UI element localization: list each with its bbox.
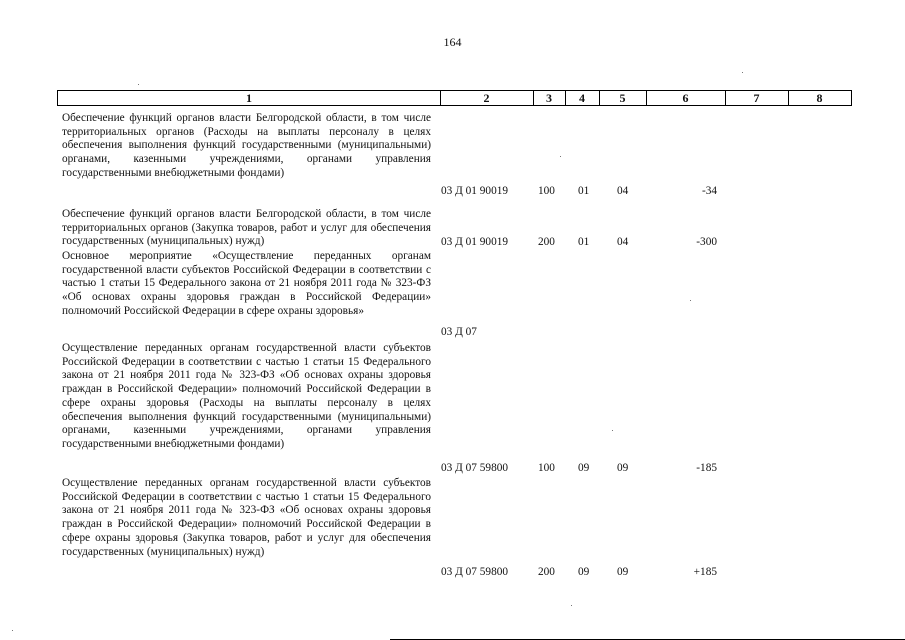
row-1-code: 03 Д 01 90019 xyxy=(441,185,509,197)
header-col-3: 3 xyxy=(546,91,552,105)
row-1-sum: -34 xyxy=(701,185,717,197)
row-1-vr: 100 xyxy=(538,185,555,197)
header-col-4: 4 xyxy=(579,91,585,105)
row-1-description: Обеспечение функций органов власти Белгородской области, в том числе территориальных органов (Расходы на выплаты персоналу в целях обеспечения выполнения функций государственными (муниципальными) органами, казенными учреждениями, органами управления государственными внебюджетными фондами) xyxy=(62,112,431,179)
row-5-pr: 09 xyxy=(617,566,629,578)
row-2-description: Обеспечение функций органов власти Белгородской области, в том числе территориальных органов (Закупка товаров, работ и услуг для обеспечения государственных (муниципальных) нужд) xyxy=(62,208,431,248)
row-1-pr: 04 xyxy=(617,185,629,197)
header-col-7: 7 xyxy=(753,91,760,105)
row-4-description: Осуществление переданных органам государственной власти субъектов Российской Федерации в соответствии с частью 1 статьи 15 Федерального закона от 21 ноября 2011 года № 323-ФЗ «Об основах охраны здоровья граждан в Российской Федерации» полномочий Российской Федерации в сфере охраны здоровья (Расходы на выплаты персоналу в целях обеспечения выполнения функций государственными (муниципальными) органами, казенными учреждениями, органами управления государственными внебюджетными фондами) xyxy=(62,342,431,450)
scan-speck xyxy=(690,300,691,301)
header-col-2: 2 xyxy=(483,91,490,105)
scan-speck xyxy=(742,72,743,73)
page-number: 164 xyxy=(443,35,462,49)
row-5-vr: 200 xyxy=(538,566,555,578)
header-col-6: 6 xyxy=(682,91,689,105)
row-4-pr: 09 xyxy=(617,462,629,474)
scan-speck xyxy=(12,630,13,631)
row-3-description: Основное мероприятие «Осуществление переданных органам государственной власти субъектов Российской Федерации в соответствии с частью 1 статьи 15 Федерального закона от 21 ноября 2011 года № 323-ФЗ «Об основах охраны здоровья граждан в Российской Федерации» полномочий Российской Федерации в сфере охраны здоровья» xyxy=(62,250,431,317)
row-4-rz: 09 xyxy=(578,462,590,474)
row-5-rz: 09 xyxy=(578,566,590,578)
row-1-rz: 01 xyxy=(578,185,590,197)
scan-speck xyxy=(571,605,572,606)
row-2-code: 03 Д 01 90019 xyxy=(441,236,509,248)
row-5-sum: +185 xyxy=(693,566,717,578)
row-5-description: Осуществление переданных органам государственной власти субъектов Российской Федерации в соответствии с частью 1 статьи 15 Федерального закона от 21 ноября 2011 года № 323-ФЗ «Об основах охраны здоровья граждан в Российской Федерации» полномочий Российской Федерации в сфере охраны здоровья (Закупка товаров, работ и услуг для обеспечения государственных (муниципальных) нужд) xyxy=(62,477,431,558)
row-4-vr: 100 xyxy=(538,462,555,474)
row-4-code: 03 Д 07 59800 xyxy=(441,462,509,474)
row-4-sum: -185 xyxy=(696,462,717,474)
scan-speck xyxy=(138,84,139,85)
header-col-8: 8 xyxy=(816,91,823,105)
row-2-pr: 04 xyxy=(617,236,629,248)
row-3-code: 03 Д 07 xyxy=(441,326,477,338)
header-col-1: 1 xyxy=(246,91,252,105)
header-col-5: 5 xyxy=(619,91,626,105)
row-2-rz: 01 xyxy=(578,236,590,248)
row-2-vr: 200 xyxy=(538,236,555,248)
row-2-sum: -300 xyxy=(696,236,717,248)
scan-speck xyxy=(560,156,561,157)
scan-speck xyxy=(612,430,613,431)
table-header xyxy=(57,90,852,106)
row-5-code: 03 Д 07 59800 xyxy=(441,566,509,578)
